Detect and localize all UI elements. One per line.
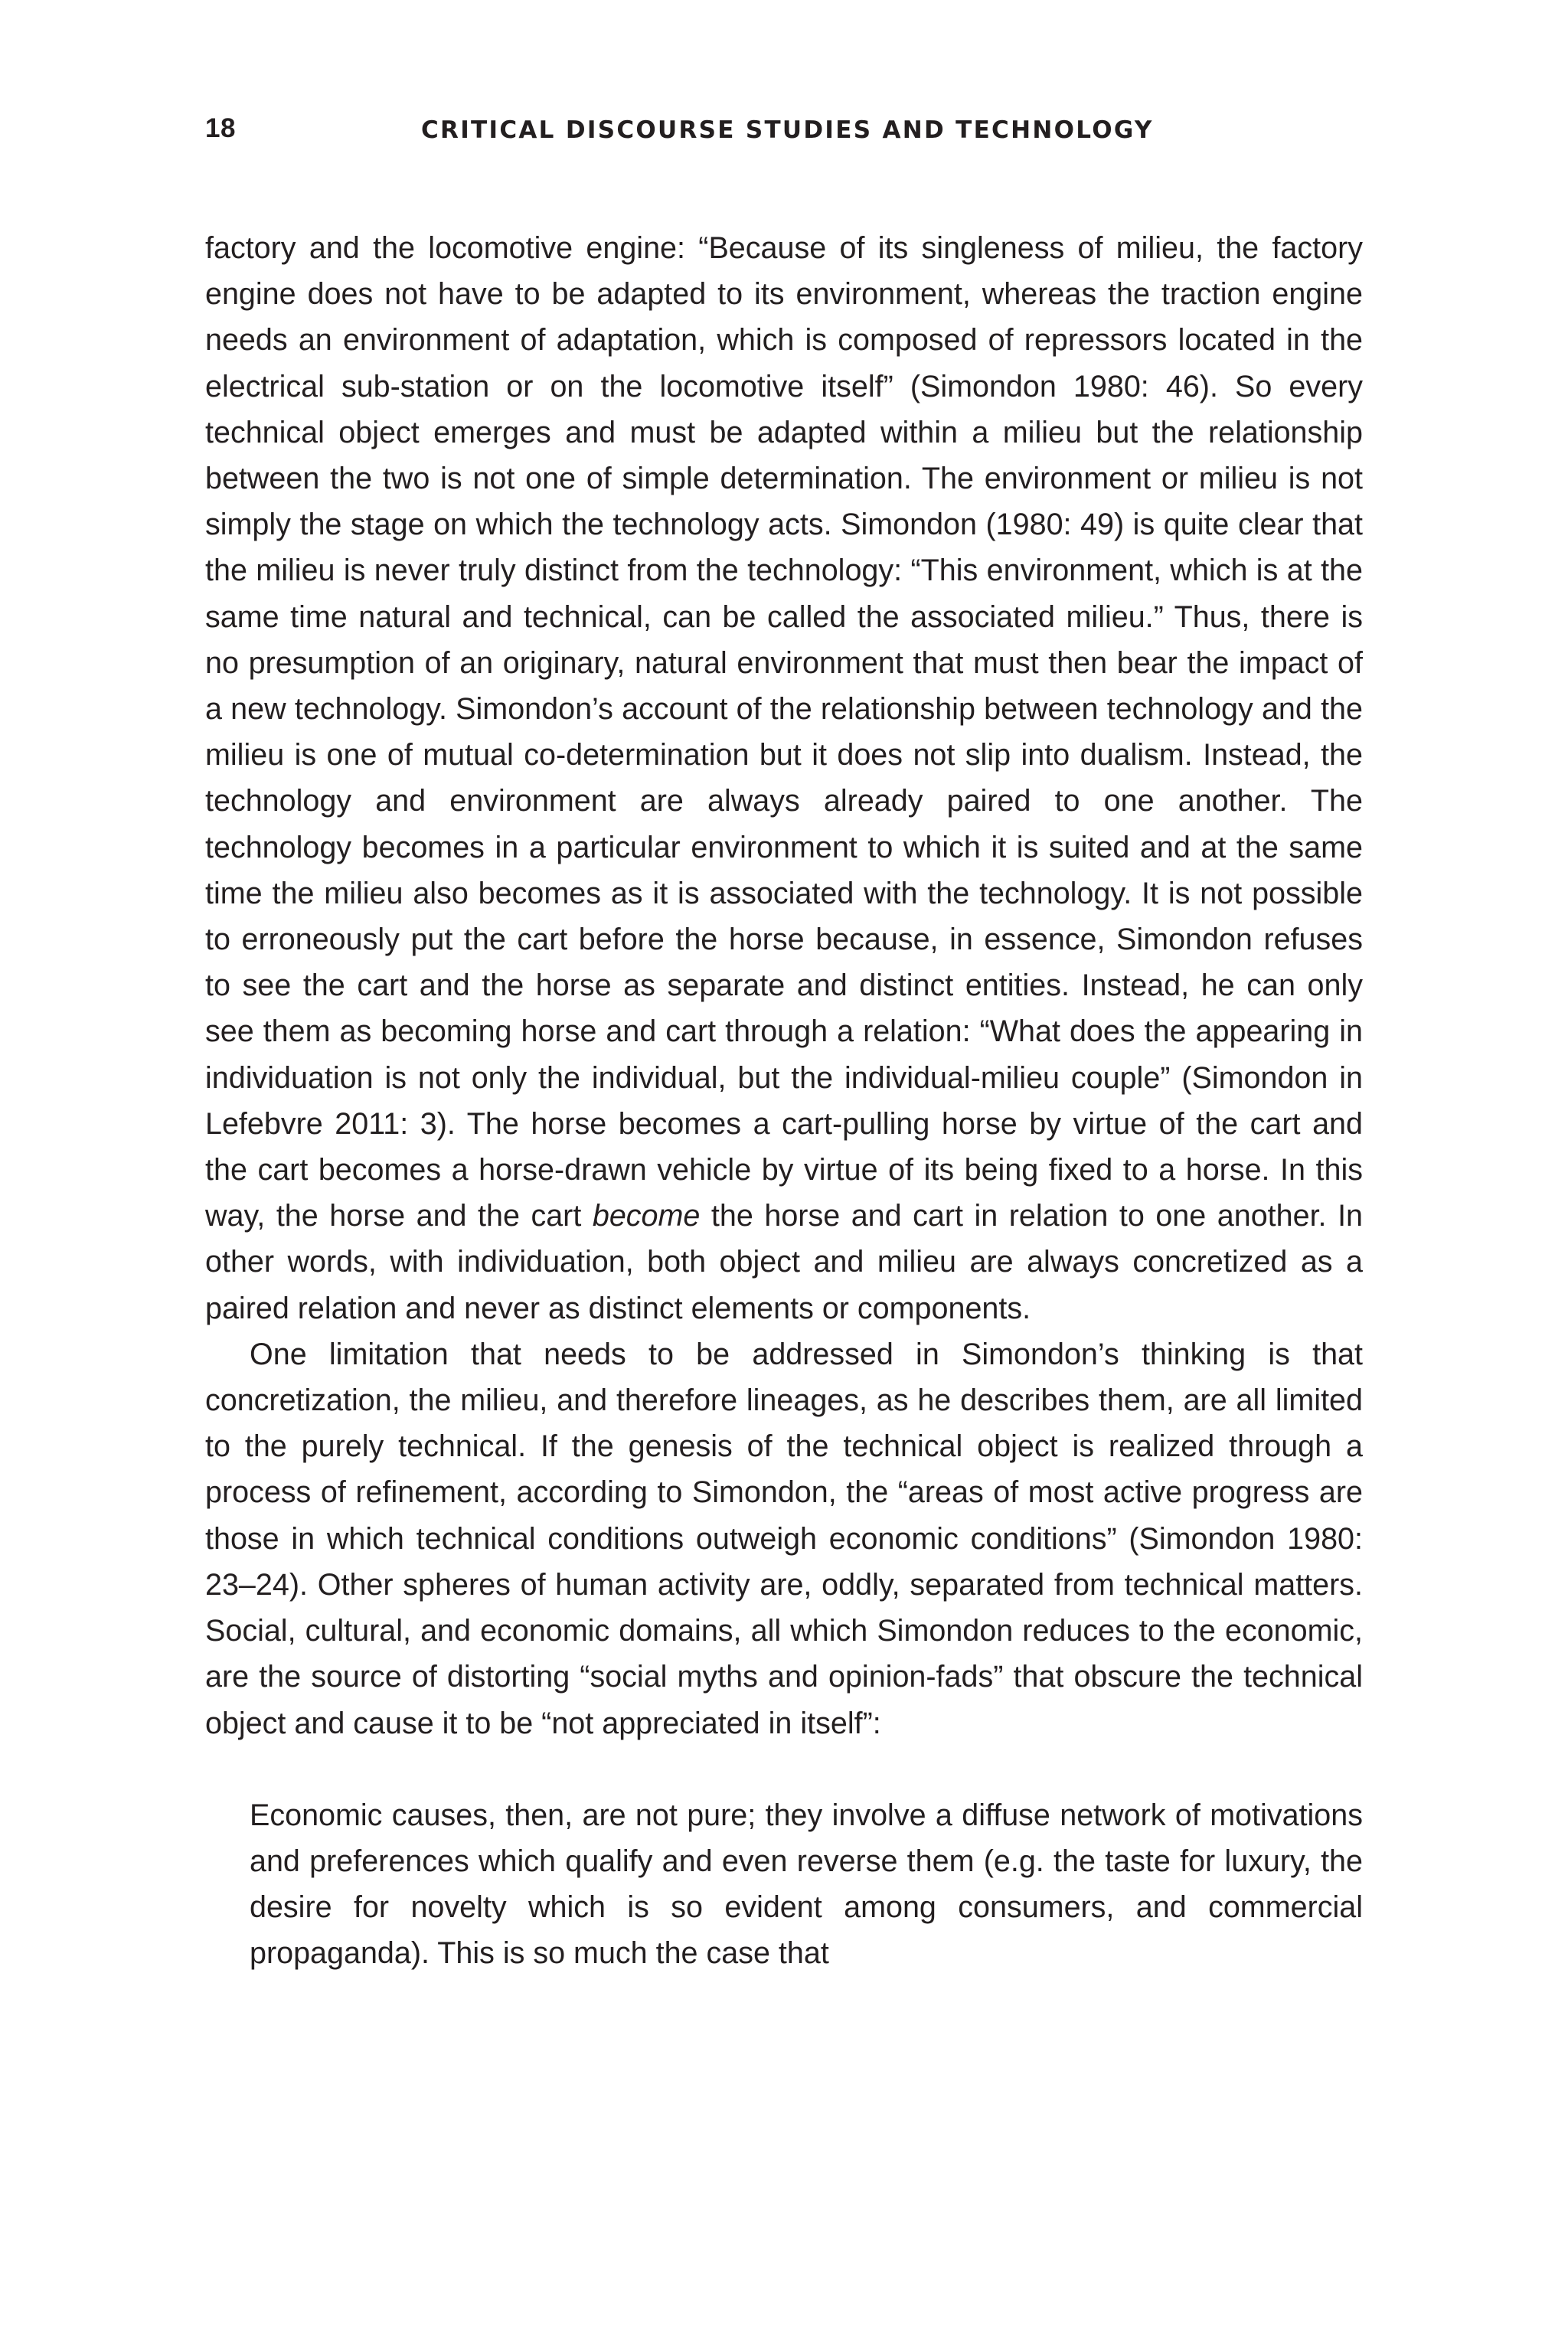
running-head: [205, 113, 1363, 152]
italic-word: become: [592, 1199, 701, 1233]
paragraph-text: factory and the locomotive engine: “Because of its singleness of milieu, the factory engine does not have to be adapted to its environment, whereas the traction engine needs an environment of adaptation, which is composed of repressors located in the electrical sub-station or on the locomotive itself” (Simondon 1980: 46). So every technical object emerges and must be adapted within a milieu but the relationship between the two is not one of simple determination. The environment or milieu is not simply the stage on which the technology acts. Simondon (1980: 49) is quite clear that the milieu is never truly distinct from the technology: “This environment, which is at the same time natural and technical, can be called the associated milieu.” Thus, there is no presumption of an originary, natural environment that must then bear the impact of a new technology. Simondon’s account of the relationship between technology and the milieu is one of mutual co-determination but it does not slip into dualism. Instead, the technology and environment are always already paired to one another. The technology becomes in a particular environment to which it is suited and at the same time the milieu also becomes as it is associated with the technology. It is not possible to erroneously put the cart before the horse because, in essence, Simondon refuses to see the cart and the horse as separate and distinct entities. Instead, he can only see them as becoming horse and cart through a relation: “What does the appearing in individuation is not only the individual, but the individual-milieu couple” (Simondon in Lefebvre 2011: 3). The horse becomes a cart-pulling horse by virtue of the cart and the cart becomes a horse-drawn vehicle by virtue of its being fixed to a horse. In this way, the horse and the cart: [205, 231, 1363, 1233]
page-number: 18: [205, 113, 236, 143]
block-quote: Economic causes, then, are not pure; they involve a diffuse network of motivations and preferences which qualify and even reverse them (e.g. the taste for luxury, the desire for novelty which is so evident among consumers, and commercial propaganda). This is so much the case that: [250, 1798, 1363, 1971]
running-title: CRITICAL DISCOURSE STUDIES AND TECHNOLOGY: [421, 116, 1154, 144]
paragraph-text: the horse and cart in relation to one another. In other words, with individuation, both object and milieu are always concretized as a paired relation and never as distinct elements or components.: [205, 1199, 1364, 1325]
paragraph: One limitation that needs to be addressed in Simondon’s thinking is that concretization, the milieu, and therefore lineages, as he describes them, are all limited to the purely technical. If the genesis of the technical object is realized through a process of refinement, according to Simondon, the “areas of most active progress are those in which technical conditions outweigh economic conditions” (Simondon 1980: 23–24). Other spheres of human activity are, oddly, separated from technical matters. Social, cultural, and economic domains, all which Simondon reduces to the economic, are the source of distorting “social myths and opinion-fads” that obscure the technical object and cause it to be “not appreciated in itself”:: [205, 1337, 1363, 1740]
body-text: [205, 225, 1363, 1977]
paragraph-continued: [205, 225, 1363, 1331]
